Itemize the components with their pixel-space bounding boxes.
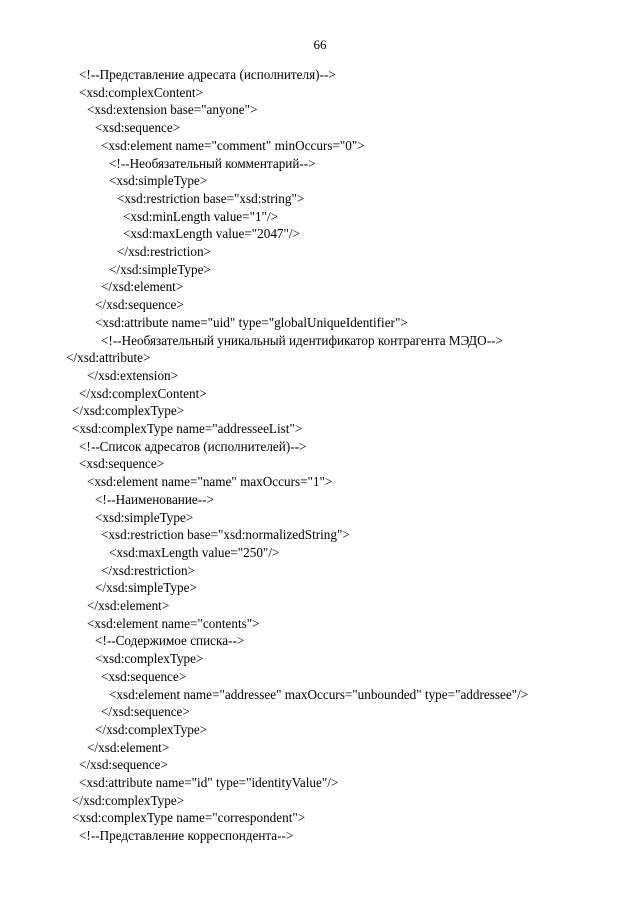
code-line: </xsd:element> bbox=[87, 598, 170, 613]
code-line: <xsd:simpleType> bbox=[109, 173, 208, 189]
code-line: <xsd:element name="addressee" maxOccurs="unbounded" type="addressee"/> bbox=[109, 686, 529, 702]
code-line: <!--Представление адресата (исполнителя)--> bbox=[79, 67, 336, 82]
code-line: <!--Содержимое списка--> bbox=[95, 633, 245, 649]
code-line: <xsd:restriction base="xsd:normalizedString"> bbox=[101, 527, 350, 543]
code-line: <xsd:attribute name="uid" type="globalUniqueIdentifier"> bbox=[95, 314, 408, 330]
code-line: </xsd:restriction> bbox=[117, 244, 211, 259]
code-line: <xsd:sequence> bbox=[95, 120, 181, 136]
code-line: <xsd:restriction base="xsd:string"> bbox=[117, 190, 305, 206]
code-line: <xsd:complexType> bbox=[95, 651, 204, 667]
code-line: <xsd:sequence> bbox=[79, 456, 165, 472]
code-line: <xsd:minLength value="1"/> bbox=[123, 208, 279, 224]
code-line: </xsd:sequence> bbox=[101, 704, 190, 720]
page-number: 66 bbox=[313, 37, 327, 52]
code-line: <!--Необязательный комментарий--> bbox=[109, 155, 316, 171]
code-line: <xsd:complexType name="correspondent"> bbox=[72, 810, 306, 826]
code-line: </xsd:sequence> bbox=[79, 757, 168, 773]
code-line: </xsd:sequence> bbox=[95, 297, 184, 313]
code-line: </xsd:simpleType> bbox=[109, 261, 211, 277]
code-line: <xsd:element name="name" maxOccurs="1"> bbox=[87, 474, 333, 490]
code-line: </xsd:restriction> bbox=[101, 562, 195, 578]
code-line: </xsd:complexType> bbox=[72, 792, 185, 808]
code-line: <xsd:element name="comment" minOccurs="0"> bbox=[101, 137, 365, 153]
code-line: </xsd:element> bbox=[87, 739, 170, 755]
code-line: <xsd:attribute name="id" type="identityValue"/> bbox=[79, 775, 339, 790]
code-line: </xsd:attribute> bbox=[66, 350, 151, 366]
code-line: <xsd:complexContent> bbox=[79, 84, 204, 100]
code-line: </xsd:extension> bbox=[87, 367, 179, 383]
code-line: <!--Необязательный уникальный идентификатор контрагента МЭДО--> bbox=[101, 332, 503, 348]
code-line: <!--Наименование--> bbox=[95, 491, 214, 507]
code-line: </xsd:complexType> bbox=[95, 721, 208, 737]
code-line: </xsd:simpleType> bbox=[95, 580, 197, 596]
code-line: <!--Список адресатов (исполнителей)--> bbox=[79, 438, 307, 454]
code-line: </xsd:complexType> bbox=[72, 403, 185, 419]
code-line: <xsd:element name="contents"> bbox=[87, 615, 260, 631]
code-line: </xsd:element> bbox=[101, 279, 184, 295]
code-line: <!--Представление корреспондента--> bbox=[79, 828, 294, 844]
code-line: <xsd:maxLength value="250"/> bbox=[109, 544, 280, 560]
code-line: <xsd:extension base="anyone"> bbox=[87, 102, 258, 118]
code-line: </xsd:complexContent> bbox=[79, 385, 207, 401]
code-line: <xsd:simpleType> bbox=[95, 509, 194, 525]
code-line: <xsd:sequence> bbox=[101, 668, 187, 684]
code-line: <xsd:maxLength value="2047"/> bbox=[123, 226, 301, 242]
code-line: <xsd:complexType name="addresseeList"> bbox=[72, 421, 303, 436]
